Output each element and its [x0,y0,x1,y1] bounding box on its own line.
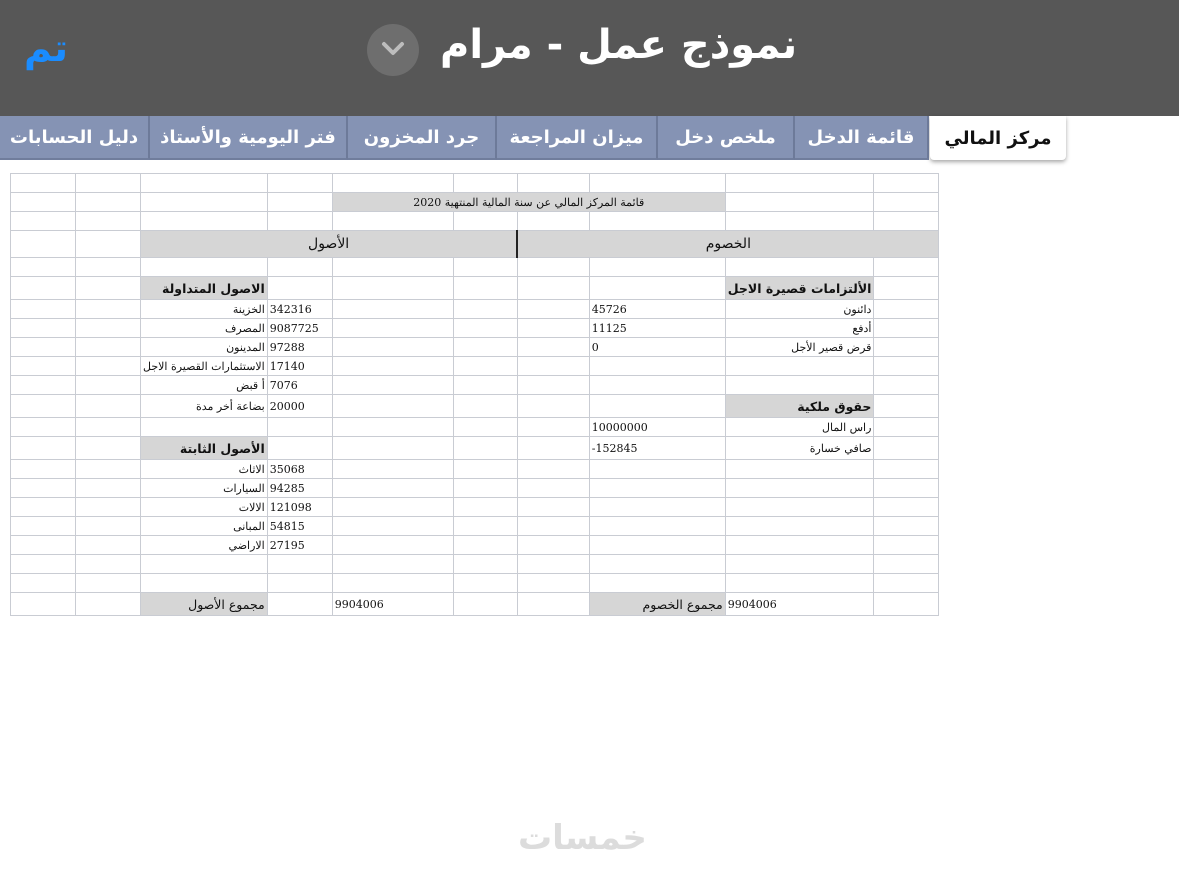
grid-cell[interactable] [453,498,517,517]
grid-cell[interactable] [874,574,939,593]
grid-cell[interactable] [874,395,939,418]
grid-cell[interactable] [332,174,453,193]
asset-value[interactable]: 35068 [267,460,332,479]
grid-cell[interactable] [267,418,332,437]
grid-cell[interactable] [517,212,589,231]
grid-cell[interactable] [76,479,141,498]
grid-cell[interactable] [453,555,517,574]
asset-label[interactable]: المبانى [141,517,268,536]
grid-cell[interactable] [725,517,874,536]
grid-cell[interactable] [517,376,589,395]
grid-cell[interactable] [874,300,939,319]
chevron-down-icon [381,41,405,57]
grid-cell[interactable] [517,174,589,193]
asset-label[interactable]: المدينون [141,338,268,357]
grid-cell[interactable] [874,555,939,574]
tab-chart-of-accounts[interactable]: دليل الحسابات [0,116,150,160]
asset-value[interactable]: 54815 [267,517,332,536]
grid-cell[interactable] [725,376,874,395]
grid-cell[interactable] [517,395,589,418]
grid-cell[interactable] [332,338,453,357]
grid-cell[interactable] [76,460,141,479]
table-row [11,479,939,498]
grid-cell[interactable] [76,357,141,376]
equity-item-label[interactable]: راس المال [725,418,874,437]
grid-cell[interactable] [725,460,874,479]
grid-cell[interactable] [725,555,874,574]
grid-cell[interactable] [453,460,517,479]
total-assets-value[interactable]: 9904006 [332,593,453,616]
grid-cell[interactable] [725,574,874,593]
grid-cell[interactable] [11,536,76,555]
grid-cell[interactable] [332,258,453,277]
grid-cell[interactable] [517,479,589,498]
table-row [11,357,939,376]
grid-cell[interactable] [267,574,332,593]
grid-cell[interactable] [517,357,589,376]
grid-cell[interactable] [11,437,76,460]
grid-cell[interactable] [141,212,268,231]
asset-label[interactable]: الاثاث [141,460,268,479]
asset-value[interactable]: 342316 [267,300,332,319]
short-term-liabilities-label[interactable]: الألتزامات قصيرة الاجل [725,277,874,300]
table-row [11,536,939,555]
watermark-logo: خمسات [518,818,647,858]
document-title: نموذج عمل - مرام [440,22,798,68]
grid-cell[interactable] [517,517,589,536]
grid-cell[interactable] [76,437,141,460]
grid-cell[interactable] [517,536,589,555]
tab-trial-balance[interactable]: ميزان المراجعة [497,116,658,160]
grid-cell[interactable] [76,498,141,517]
grid-cell[interactable] [517,300,589,319]
grid-cell[interactable] [453,517,517,536]
grid-cell[interactable] [332,498,453,517]
grid-cell[interactable] [332,536,453,555]
grid-cell[interactable] [141,193,268,212]
grid-cell[interactable] [332,376,453,395]
grid-cell[interactable] [589,574,725,593]
asset-value[interactable]: 27195 [267,536,332,555]
grid-cell[interactable] [332,277,453,300]
grid-cell[interactable] [11,593,76,616]
grid-cell[interactable] [11,418,76,437]
table-row [11,395,939,418]
grid-cell[interactable] [453,593,517,616]
grid-cell[interactable] [874,357,939,376]
table-row [11,300,939,319]
grid-cell[interactable] [725,479,874,498]
grid-cell[interactable] [517,555,589,574]
grid-cell[interactable] [76,418,141,437]
table-row [11,231,939,258]
grid-cell[interactable] [589,258,725,277]
grid-cell[interactable] [332,319,453,338]
grid-cell[interactable] [589,376,725,395]
grid-cell[interactable] [725,357,874,376]
grid-cell[interactable] [589,517,725,536]
table-row [11,277,939,300]
grid-cell[interactable] [874,479,939,498]
financial-position-table [10,173,939,616]
asset-label[interactable]: الخزينة [141,300,268,319]
grid-cell[interactable] [76,395,141,418]
spreadsheet [10,173,939,616]
grid-cell[interactable] [453,300,517,319]
table-row [11,338,939,357]
grid-cell[interactable] [11,574,76,593]
asset-label[interactable]: بضاعة أخر مدة [141,395,268,418]
grid-cell[interactable] [453,574,517,593]
grid-cell[interactable] [453,212,517,231]
grid-cell[interactable] [76,555,141,574]
grid-cell[interactable] [589,277,725,300]
grid-cell[interactable] [267,212,332,231]
table-row [11,418,939,437]
grid-cell[interactable] [11,231,76,258]
grid-cell[interactable] [332,555,453,574]
grid-cell[interactable] [725,174,874,193]
grid-cell[interactable] [589,357,725,376]
asset-label[interactable]: المصرف [141,319,268,338]
grid-cell[interactable] [589,536,725,555]
grid-cell[interactable] [589,479,725,498]
liability-value[interactable]: 45726 [589,300,725,319]
asset-label[interactable]: الاستثمارات القصيرة الاجل [141,357,268,376]
grid-cell[interactable] [874,536,939,555]
grid-cell[interactable] [874,418,939,437]
grid-cell[interactable] [453,418,517,437]
grid-cell[interactable] [589,212,725,231]
grid-cell[interactable] [267,555,332,574]
grid-cell[interactable] [517,574,589,593]
grid-cell[interactable] [589,460,725,479]
grid-cell[interactable] [874,338,939,357]
asset-value[interactable]: 97288 [267,338,332,357]
grid-cell[interactable] [11,193,76,212]
grid-cell[interactable] [453,258,517,277]
title-dropdown-button[interactable] [367,24,419,76]
grid-cell[interactable] [76,193,141,212]
grid-cell[interactable] [517,460,589,479]
grid-cell[interactable] [76,517,141,536]
grid-cell[interactable] [725,536,874,555]
equity-label[interactable]: حقوق ملكية [725,395,874,418]
grid-cell[interactable] [11,376,76,395]
asset-value[interactable]: 94285 [267,479,332,498]
equity-item-value[interactable]: 10000000 [589,418,725,437]
asset-value[interactable]: 20000 [267,395,332,418]
grid-cell[interactable] [11,338,76,357]
grid-cell[interactable] [453,277,517,300]
grid-cell[interactable] [332,479,453,498]
grid-cell[interactable] [453,338,517,357]
asset-value[interactable]: 9087725 [267,319,332,338]
grid-cell[interactable] [267,174,332,193]
grid-cell[interactable] [11,460,76,479]
fixed-assets-label[interactable]: الأصول الثابتة [141,437,268,460]
grid-cell[interactable] [76,258,141,277]
table-row [11,574,939,593]
asset-value[interactable]: 17140 [267,357,332,376]
table-row [11,593,939,616]
grid-cell[interactable] [517,258,589,277]
grid-cell[interactable] [11,258,76,277]
grid-cell[interactable] [874,193,939,212]
grid-cell[interactable] [332,357,453,376]
grid-cell[interactable] [874,376,939,395]
grid-cell[interactable] [453,376,517,395]
grid-cell[interactable] [589,174,725,193]
tab-inventory[interactable]: جرد المخزون [348,116,497,160]
current-assets-label[interactable]: الاصول المتداولة [141,277,268,300]
assets-header[interactable]: الأصول [141,231,518,258]
grid-cell[interactable] [725,498,874,517]
grid-cell[interactable] [267,193,332,212]
grid-cell[interactable] [453,319,517,338]
liabilities-header[interactable]: الخصوم [517,231,939,258]
total-liabilities-value[interactable]: 9904006 [725,593,874,616]
asset-label[interactable]: أ قبض [141,376,268,395]
grid-cell[interactable] [332,300,453,319]
tab-financial-position[interactable]: مركز المالي [930,116,1066,160]
sheet-tabs [0,116,1179,162]
grid-cell[interactable] [76,593,141,616]
asset-label[interactable]: الالات [141,498,268,517]
asset-value[interactable]: 121098 [267,498,332,517]
liability-value[interactable]: 11125 [589,319,725,338]
grid-cell[interactable] [517,437,589,460]
table-row [11,498,939,517]
grid-cell[interactable] [517,593,589,616]
grid-cell[interactable] [11,479,76,498]
grid-cell[interactable] [874,498,939,517]
grid-cell[interactable] [141,555,268,574]
grid-cell[interactable] [141,418,268,437]
grid-cell[interactable] [725,258,874,277]
grid-cell[interactable] [517,418,589,437]
grid-cell[interactable] [11,277,76,300]
grid-cell[interactable] [76,212,141,231]
table-row [11,517,939,536]
grid-cell[interactable] [11,357,76,376]
grid-cell[interactable] [453,174,517,193]
grid-cell[interactable] [11,517,76,536]
grid-cell[interactable] [76,300,141,319]
grid-cell[interactable] [332,517,453,536]
grid-cell[interactable] [874,460,939,479]
grid-cell[interactable] [141,574,268,593]
equity-item-value[interactable]: -152845 [589,437,725,460]
grid-cell[interactable] [874,212,939,231]
grid-cell[interactable] [332,212,453,231]
grid-cell[interactable] [11,555,76,574]
grid-cell[interactable] [76,319,141,338]
grid-cell[interactable] [332,437,453,460]
asset-value[interactable]: 7076 [267,376,332,395]
grid-cell[interactable] [76,574,141,593]
grid-cell[interactable] [517,338,589,357]
table-row [11,555,939,574]
grid-cell[interactable] [874,517,939,536]
asset-label[interactable]: السيارات [141,479,268,498]
grid-cell[interactable] [517,277,589,300]
grid-cell[interactable] [267,593,332,616]
grid-cell[interactable] [332,460,453,479]
grid-cell[interactable] [76,174,141,193]
grid-cell[interactable] [11,212,76,231]
grid-cell[interactable] [141,174,268,193]
grid-cell[interactable] [874,593,939,616]
tab-income-summary[interactable]: ملخص دخل [658,116,795,160]
grid-cell[interactable] [11,300,76,319]
grid-cell[interactable] [11,395,76,418]
table-row [11,212,939,231]
table-row [11,193,939,212]
grid-cell[interactable] [874,319,939,338]
grid-cell[interactable] [725,193,874,212]
grid-cell[interactable] [453,357,517,376]
liability-label[interactable]: دائنون [725,300,874,319]
grid-cell[interactable] [332,418,453,437]
grid-cell[interactable] [11,174,76,193]
grid-cell[interactable] [453,395,517,418]
table-row [11,460,939,479]
done-button[interactable]: تم [24,26,69,70]
grid-cell[interactable] [589,555,725,574]
grid-cell[interactable] [76,231,141,258]
grid-cell[interactable] [332,574,453,593]
grid-cell[interactable] [874,258,939,277]
tab-income-statement[interactable]: قائمة الدخل [795,116,929,160]
grid-cell[interactable] [76,536,141,555]
grid-cell[interactable] [11,319,76,338]
table-row [11,174,939,193]
table-row [11,437,939,460]
grid-cell[interactable] [517,498,589,517]
grid-cell[interactable] [11,498,76,517]
app-header [0,0,1179,116]
table-row [11,376,939,395]
grid-cell[interactable] [453,437,517,460]
table-row [11,258,939,277]
liability-label[interactable]: أدفع [725,319,874,338]
grid-cell[interactable] [874,277,939,300]
grid-cell[interactable] [874,174,939,193]
grid-cell[interactable] [517,319,589,338]
equity-item-label[interactable]: صافي خسارة [725,437,874,460]
grid-cell[interactable] [76,338,141,357]
grid-cell[interactable] [141,258,268,277]
grid-cell[interactable] [267,258,332,277]
grid-cell[interactable] [267,437,332,460]
grid-cell[interactable] [589,395,725,418]
asset-label[interactable]: الاراضي [141,536,268,555]
grid-cell[interactable] [453,479,517,498]
grid-cell[interactable] [332,395,453,418]
grid-cell[interactable] [589,498,725,517]
grid-cell[interactable] [76,277,141,300]
grid-cell[interactable] [267,277,332,300]
grid-cell[interactable] [453,536,517,555]
tab-journal-ledger[interactable]: فتر اليومية والأستاذ [150,116,348,160]
grid-cell[interactable] [76,376,141,395]
statement-title[interactable]: قائمة المركز المالي عن سنة المالية المنتهية 2020 [332,193,725,212]
liability-value[interactable]: 0 [589,338,725,357]
liability-label[interactable]: قرض قصير الأجل [725,338,874,357]
total-assets-label[interactable]: مجموع الأصول [141,593,268,616]
grid-cell[interactable] [874,437,939,460]
total-liabilities-label[interactable]: مجموع الخصوم [589,593,725,616]
grid-cell[interactable] [725,212,874,231]
table-row [11,319,939,338]
